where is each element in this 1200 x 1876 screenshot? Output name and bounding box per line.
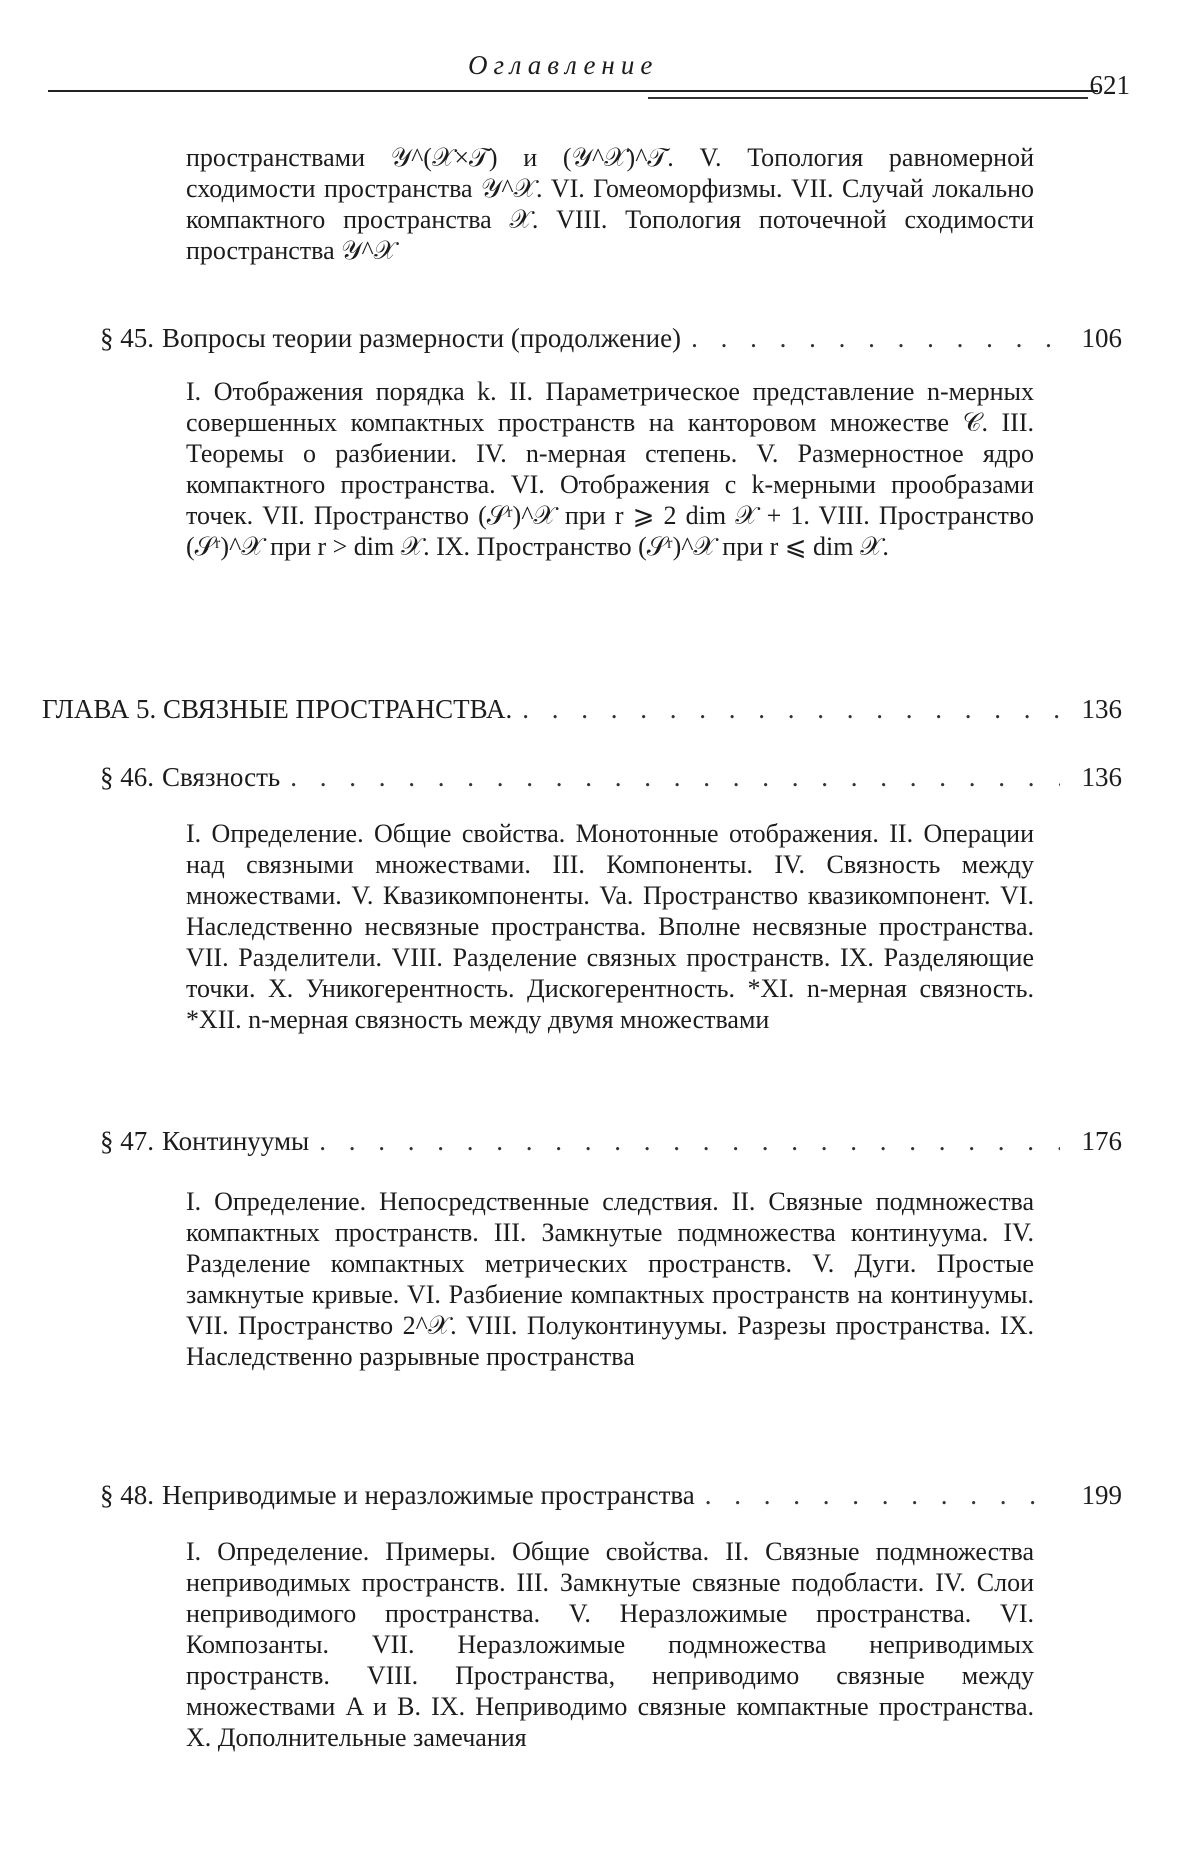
- chapter-title: ГЛАВА 5. СВЯЗНЫЕ ПРОСТРАНСТВА.: [42, 694, 513, 724]
- chapter-page: 136: [1081, 694, 1122, 724]
- running-header-title: Оглавление: [468, 50, 659, 80]
- section-number: § 48.: [100, 1480, 154, 1510]
- section-page: 176: [1081, 1126, 1122, 1156]
- section-page: 136: [1081, 762, 1122, 792]
- section-48-description: I. Определение. Примеры. Общие свойства. II. Связные подмножества неприводимых пространств. III. Замкнутые связные подобласти. IV. Слои неприводимого пространства. V. Неразложимые пространства. VI. Композанты. VII. Неразложимые подмножества неприводимых пространств. VIII. Пространства, неприводимо связные между множествами A и B. IX. Неприводимо связные компактные пространства. X. Дополнительные замечания: [186, 1537, 1034, 1752]
- leader-dots: [691, 323, 1060, 354]
- page-number: 621: [1089, 70, 1130, 100]
- leader-dots: [290, 762, 1060, 793]
- header-rule: [48, 90, 1098, 92]
- section-title: Вопросы теории размерности (продолжение): [162, 323, 682, 353]
- toc-entry-section-45[interactable]: [100, 323, 1122, 354]
- leader-dots: [522, 694, 1060, 725]
- leader-dots: [705, 1480, 1060, 1511]
- section-page: 199: [1081, 1480, 1122, 1510]
- leader-dots: [319, 1126, 1060, 1157]
- section-number: § 45.: [100, 323, 154, 353]
- section-46-description: I. Определение. Общие свойства. Монотонные отображения. II. Операции над связными множествами. III. Компоненты. IV. Связность между множествами. V. Квазикомпоненты. Va. Пространство квазикомпонент. VI. Наследственно несвязные пространства. Вполне несвязные пространства. VII. Разделители. VIII. Разделение связных пространств. IX. Разделяющие точки. X. Уникогерентность. Дискогерентность. *XI. n-мерная связность. *XII. n-мерная связность между двумя множествами: [186, 819, 1034, 1034]
- header-rule-secondary: [648, 97, 1088, 99]
- section-title: Неприводимые и неразложимые пространства: [162, 1480, 695, 1510]
- section-number: § 46.: [100, 762, 154, 792]
- intro-paragraph: пространствами 𝒴^(𝒳×𝒯) и (𝒴^𝒳)^𝒯. V. Топология равномерной сходимости пространства 𝒴^𝒳. VI. Гомеоморфизмы. VII. Случай локально компактного пространства 𝒳. VIII. Топология поточечной сходимости пространства 𝒴^𝒳: [186, 143, 1034, 265]
- toc-entry-section-48[interactable]: [100, 1480, 1122, 1511]
- running-header: [48, 44, 1130, 104]
- toc-entry-section-47[interactable]: [100, 1126, 1122, 1157]
- section-title: Связность: [162, 762, 281, 792]
- section-number: § 47.: [100, 1126, 154, 1156]
- section-47-description: I. Определение. Непосредственные следствия. II. Связные подмножества компактных пространств. III. Замкнутые подмножества континуума. IV. Разделение компактных метрических пространств. V. Дуги. Простые замкнутые кривые. VI. Разбиение компактных пространств на континуумы. VII. Пространство 2^𝒳. VIII. Полуконтинуумы. Разрезы пространства. IX. Наследственно разрывные пространства: [186, 1187, 1034, 1371]
- section-45-description: I. Отображения порядка k. II. Параметрическое представление n-мерных совершенных компактных пространств на канторовом множестве 𝒞. III. Теоремы о разбиении. IV. n-мерная степень. V. Размерностное ядро компактного пространства. VI. Отображения с k-мерными прообразами точек. VII. Пространство (𝒮ʳ)^𝒳 при r ⩾ 2 dim 𝒳 + 1. VIII. Пространство (𝒮ʳ)^𝒳 при r > dim 𝒳. IX. Пространство (𝒮ʳ)^𝒳 при r ⩽ dim 𝒳.: [186, 377, 1034, 561]
- section-title: Континуумы: [162, 1126, 310, 1156]
- toc-entry-section-46[interactable]: [100, 762, 1122, 793]
- section-page: 106: [1081, 323, 1122, 353]
- toc-entry-chapter-5[interactable]: [42, 694, 1122, 725]
